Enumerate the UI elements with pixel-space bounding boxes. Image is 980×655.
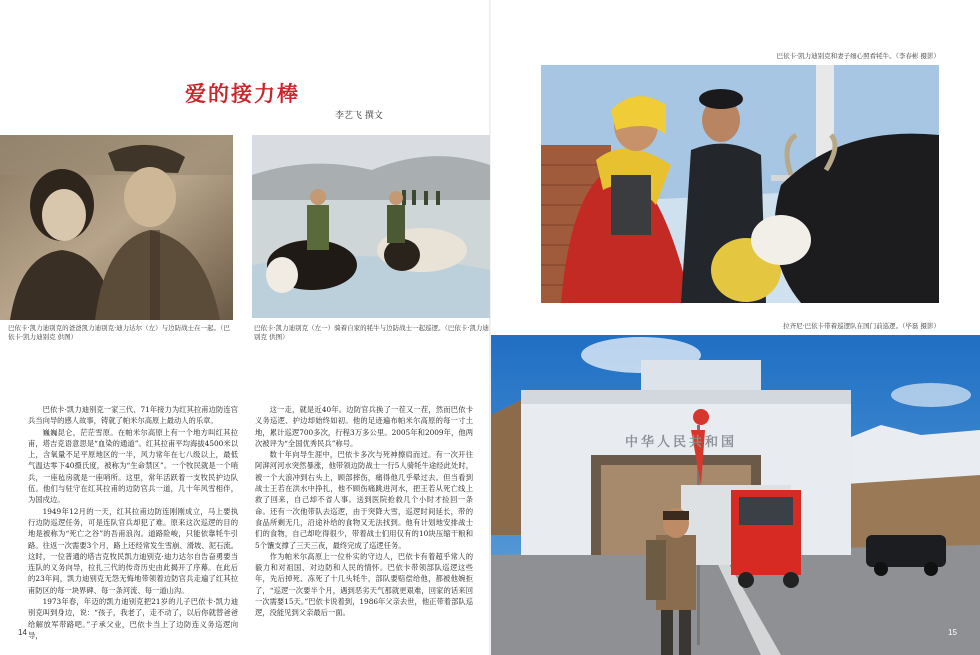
body-paragraph: 数十年向导生涯中，巴依卡多次与死神擦肩而过。有一次开往阿湃河河水突然暴涨，他带领边防战士一行5人骑牦牛途经此处时，被一个大浪冲到右头上，顾部摔伤，痛得他几乎晕过去。但当看到战士王若在洪水中挣扎，他不顾伤痛跳进河水，把王若从死亡线上救了回来，自己却不省人事。送到医院抢救几个小时才捡回一条命。还有一次他带队去巡逻，由于突降大雪，巡逻时间延长，带的食品所剩无几，沿途补给的食物又无法找到。他有计划地安排战士们的食物，自己却吃得很少，带着战士们用仅有的10块压缩干粮和5个馕支撑了三天三夜，最终完成了巡逻任务。	[255, 450, 473, 550]
body-paragraph: 巴依卡·凯力迪别克一家三代、71年接力为红其拉甫边防连官兵当向导的感人故事，铸就了帕米尔高原上最动人的乐章。	[28, 405, 238, 426]
body-paragraph: 作为帕米尔高原上一位朴实的守边人，巴依卡有着超乎常人的毅力和对祖国、对边防和人民的情怀。巴依卡带领部队巡逻这些年，先后掉死、冻死了十几头牦牛，部队要赔偿给他，都被他婉拒了，“巡逻一次要半个月，遇到恶劣天气那就更艰难，回家的话来回一次需要15天。”巴依卡说着到，1986年父亲去世，他正带着部队巡逻，没能见到父亲最后一面。	[255, 551, 473, 618]
caption-photo1: 巴依卡·凯力迪别克的爸爸凯力迪别克·迪力达尔（左）与边防战士在一起。（巴依卡·凯力迪别克 供图）	[8, 324, 230, 341]
photo-border-gate	[491, 335, 980, 655]
gate-sign: 中华人民共和国	[625, 435, 738, 450]
body-paragraph: 1973年春，年迈的凯力迪别克把21岁的儿子巴依卡·凯力迪别克叫到身边，说：“孩子，我老了，走不动了，以后你就替爸爸给解放军带路吧。”子承父业，巴依卡当上了边防连义务巡逻向导，	[28, 597, 238, 640]
caption-photo4: 拉齐尼·巴依卡带着巡逻队在国门前巡逻。（毕磊 摄影）	[783, 322, 940, 330]
photo-couple-with-yak	[541, 65, 939, 303]
page-number-right: 15	[948, 628, 957, 637]
photo-yak-patrol	[252, 135, 490, 318]
body-paragraph: 巍巍昆仑，茫茫雪原。在帕米尔高原上有一个地方叫红其拉甫，塔吉克语意思是“血染的通道”。红其拉甫平均海拔4500米以上，含氧量不足平原地区的一半，风力常年在七八级以上，最低气温达零下40摄氏度，被称为“生命禁区”。一个牧民就是一个哨兵，一座毡房就是一座哨所。这里，常年活跃着一支牧民护边队伍。他们与驻守在红其拉甫的边防官兵一道，几十年风雪相伴，为国戍边。	[28, 427, 238, 505]
body-paragraph: 1949年12月的一天，红其拉甫边防连刚刚成立，马上要执行边防巡逻任务，可是连队官兵却犯了难。原来这次巡逻的目的地是被称为“死亡之谷”的吾甫浪沟。道路险峻，只能依靠牦牛引路。往返一次需要3个月，路上还经常发生雪崩、滑坡、泥石流。这时，一位普通的塔吉克牧民凯力迪别克·迪力达尔自告奋勇要当连队的义务向导，拉扎三代的传奇历史由此揭开了序幕。在此后的23年间，凯力迪别克无怨无悔地带领着边防官兵走遍了红其拉甫防区的每一块界碑、每一条河流、每一道山沟。	[28, 506, 238, 595]
article-byline: 李艺飞 撰文	[335, 111, 383, 121]
body-paragraph: 这一走，就是近40年。边防官兵换了一茬又一茬，然而巴依卡义务巡逻、护边却始终如初。他的足迹遍布帕米尔高原的每一寸土地，累计巡逻700多次，行程3万多公里。2005年和2009年，他两次被评为“全国优秀民兵”称号。	[255, 405, 473, 448]
body-column-1	[28, 404, 238, 644]
article-title: 爱的接力棒	[185, 81, 300, 106]
caption-photo3: 巴依卡·凯力迪别克和妻子细心照看牦牛。（李春彬 摄影）	[776, 52, 940, 60]
page-number-left: 14	[18, 628, 27, 637]
body-column-2	[255, 404, 473, 644]
caption-photo2: 巴依卡·凯力迪别克（左一）骑着自家的牦牛与边防战士一起巡逻。（巴依卡·凯力迪别克 供图）	[254, 324, 489, 341]
photo-father-with-soldier	[0, 135, 233, 320]
